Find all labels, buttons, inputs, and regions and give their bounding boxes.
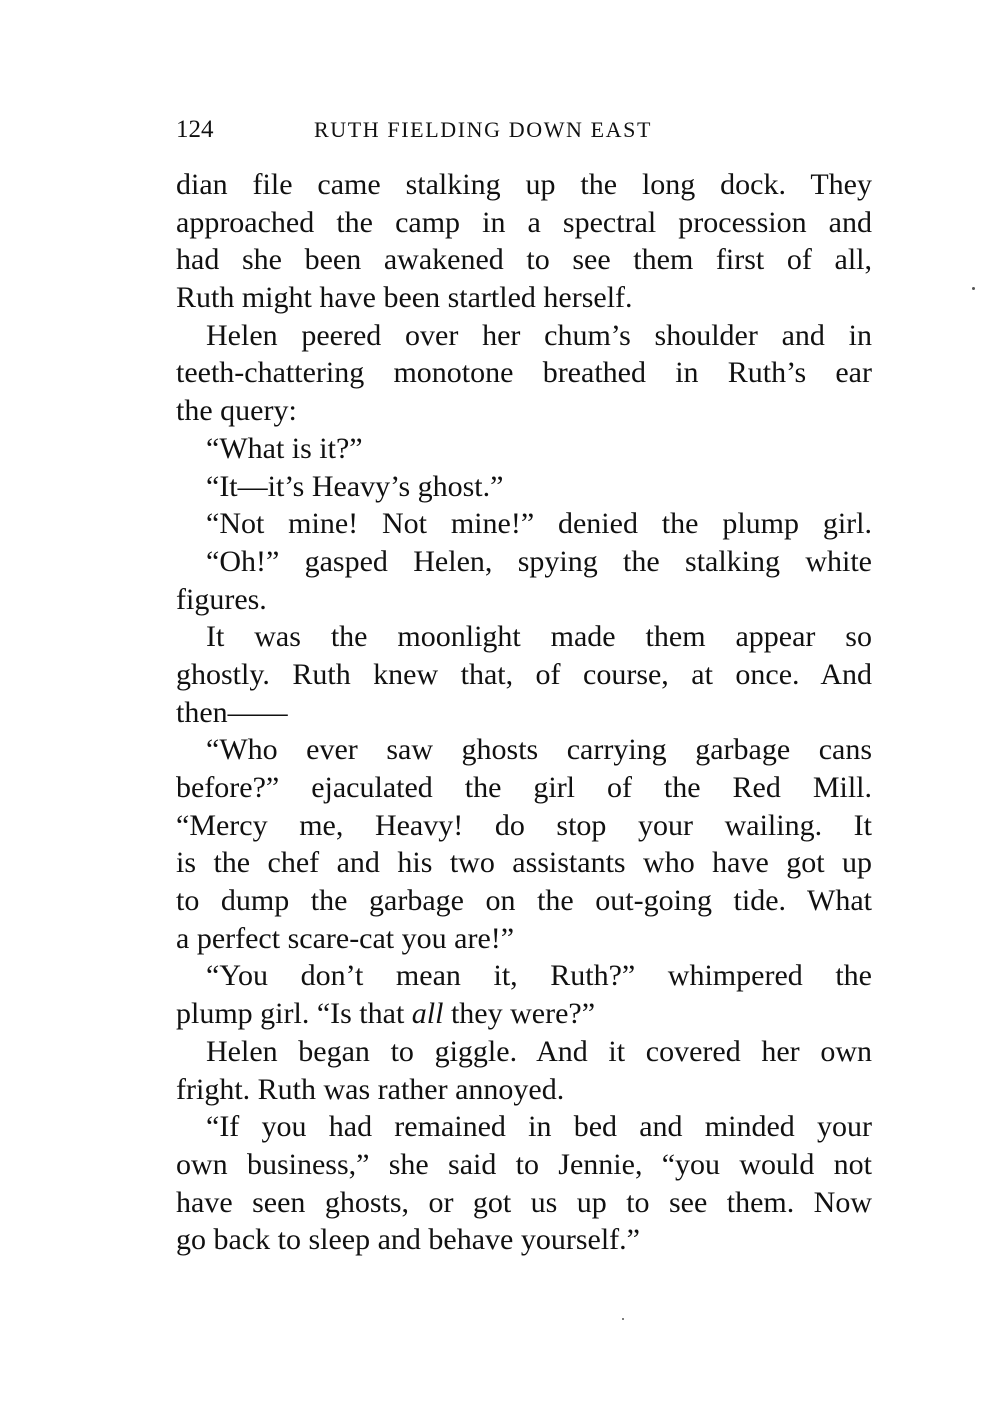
text-line — [176, 505, 872, 543]
line-text: teeth-chattering monotone breathed in Ruth’s ear — [176, 356, 872, 390]
text-line — [176, 844, 872, 882]
line-text: before?” ejaculated the girl of the Red Mill. — [176, 771, 872, 804]
line-text: Ruth might have been startled herself. — [176, 281, 633, 315]
line-text: is the chef and his two assistants who have got up — [176, 846, 872, 880]
text-line — [176, 354, 872, 392]
line-text: go back to sleep and behave yourself.” — [176, 1223, 640, 1257]
line-text-continued: they were?” — [443, 997, 596, 1031]
text-line — [176, 920, 872, 958]
scan-speck — [972, 287, 975, 290]
italic-word: all — [411, 997, 444, 1031]
line-text: the query: — [176, 394, 297, 428]
text-line — [176, 317, 872, 355]
text-line — [176, 731, 872, 769]
text-line — [176, 430, 872, 468]
scan-speck — [622, 1318, 624, 1320]
line-text: Helen began to giggle. And it covered her own — [206, 1034, 872, 1068]
line-text: “Mercy me, Heavy! do stop your wailing. It — [176, 808, 872, 842]
text-line — [176, 166, 872, 204]
text-line — [176, 241, 872, 279]
text-line — [176, 543, 872, 581]
text-line — [176, 807, 872, 845]
line-text: figures. — [176, 582, 267, 616]
line-text: own business,” she said to Jennie, “you would not — [176, 1147, 872, 1181]
text-line — [176, 1184, 872, 1222]
text-line — [176, 694, 872, 732]
line-text: “Oh!” gasped Helen, spying the stalking white — [206, 544, 872, 578]
line-text: approached the camp in a spectral procession and — [176, 205, 872, 239]
text-line — [176, 392, 872, 430]
line-text: It was the moonlight made them appear so — [206, 620, 872, 654]
text-line — [176, 1033, 872, 1071]
text-line — [176, 957, 872, 995]
text-line — [176, 656, 872, 694]
line-text: had she been awakened to see them first of all, — [176, 243, 872, 277]
line-text: “Not mine! Not mine!” denied the plump girl. — [206, 507, 872, 541]
page-number: 124 — [176, 116, 214, 143]
line-text: have seen ghosts, or got us up to see them. Now — [176, 1185, 872, 1219]
line-text: fright. Ruth was rather annoyed. — [176, 1072, 565, 1106]
text-line — [176, 1108, 872, 1146]
line-text: a perfect scare-cat you are!” — [176, 921, 515, 955]
text-line — [176, 769, 872, 807]
text-line — [176, 279, 872, 317]
text-line — [176, 995, 872, 1033]
text-line — [176, 581, 872, 619]
line-text: Helen peered over her chum’s shoulder and in — [206, 318, 872, 352]
running-title: RUTH FIELDING DOWN EAST — [314, 117, 653, 142]
text-line — [176, 618, 872, 656]
line-text: “If you had remained in bed and minded your — [206, 1110, 872, 1144]
line-text: to dump the garbage on the out-going tide. What — [176, 884, 872, 918]
line-text: dian file came stalking up the long dock. They — [176, 168, 872, 201]
text-line — [176, 1221, 872, 1259]
body-text — [176, 166, 872, 1259]
text-line — [176, 882, 872, 920]
line-text: then—— — [176, 695, 288, 729]
text-line — [176, 468, 872, 506]
line-text: plump girl. “Is that — [176, 997, 412, 1031]
line-text: “It—it’s Heavy’s ghost.” — [206, 469, 504, 503]
text-line — [176, 1146, 872, 1184]
text-line — [176, 1071, 872, 1109]
line-text: ghostly. Ruth knew that, of course, at once. And — [176, 657, 872, 691]
line-text: “What is it?” — [206, 431, 363, 465]
running-head — [176, 112, 876, 148]
line-text: “You don’t mean it, Ruth?” whimpered the — [206, 959, 872, 993]
text-line — [176, 204, 872, 242]
line-text: “Who ever saw ghosts carrying garbage cans — [206, 733, 872, 767]
